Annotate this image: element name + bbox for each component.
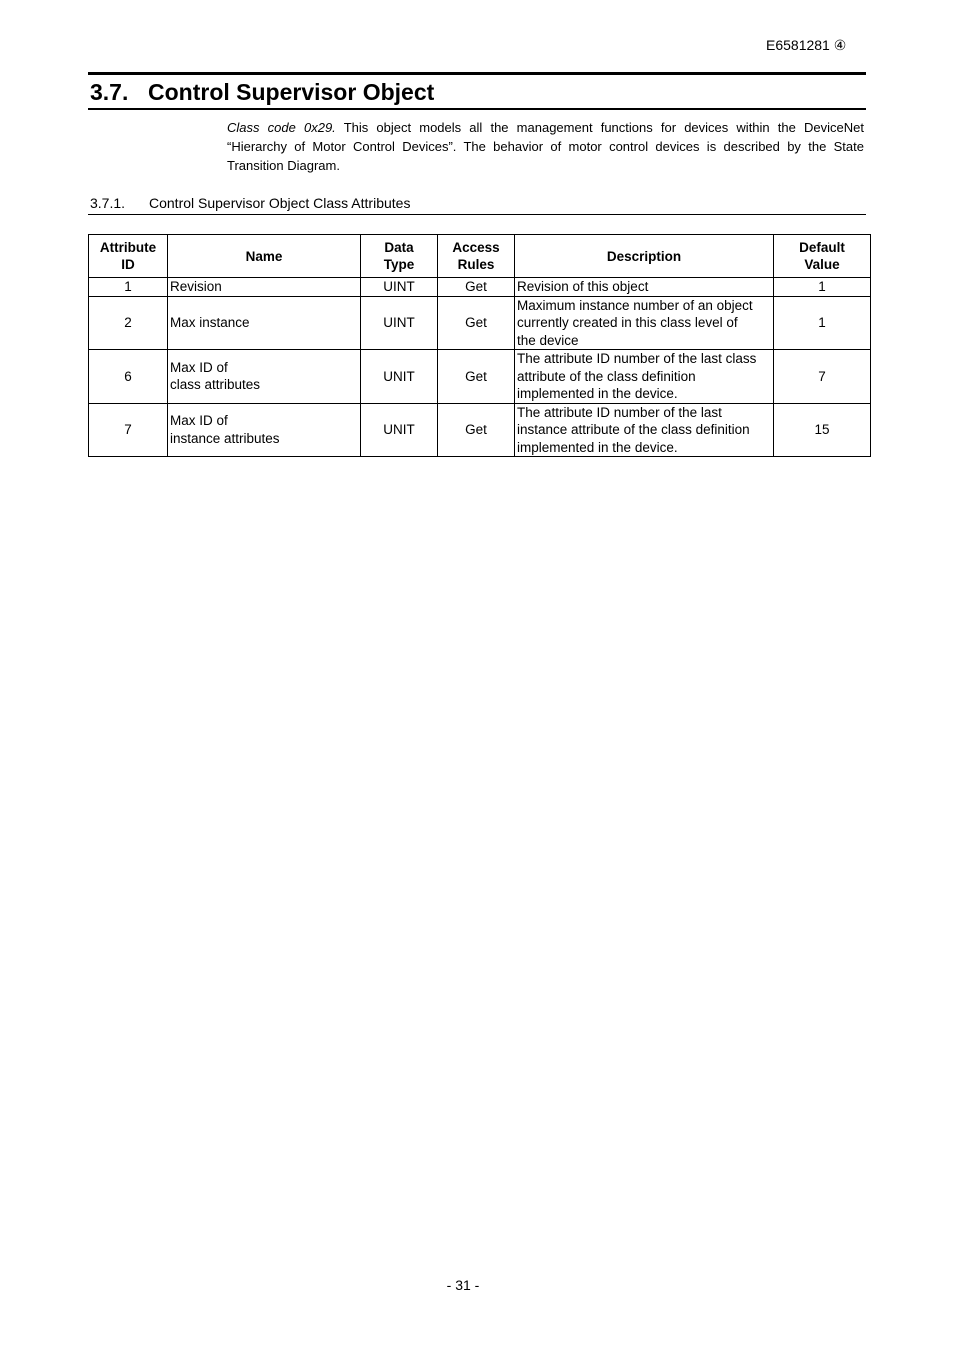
- cell-name: Revision: [168, 278, 361, 297]
- intro-paragraph: [227, 118, 864, 175]
- header-attribute-id: Attribute ID: [89, 235, 168, 278]
- header-data-type: Data Type: [361, 235, 438, 278]
- cell-access-rules: Get: [438, 403, 515, 457]
- class-code-label: Class code 0x29.: [227, 120, 336, 135]
- section-number: 3.7.: [90, 79, 129, 105]
- header-description: Description: [515, 235, 774, 278]
- document-id: E6581281 ④: [766, 37, 847, 53]
- cell-data-type: UNIT: [361, 350, 438, 404]
- cell-name: Max instance: [168, 296, 361, 350]
- table-row: [89, 350, 871, 404]
- header-default-value: Default Value: [774, 235, 871, 278]
- subsection-title-text: Control Supervisor Object Class Attributes: [149, 195, 411, 211]
- table-row: [89, 296, 871, 350]
- header-name: Name: [168, 235, 361, 278]
- cell-data-type: UINT: [361, 278, 438, 297]
- table-row: [89, 403, 871, 457]
- cell-default-value: 1: [774, 296, 871, 350]
- intro-text: This object models all the management functions for devices within the DeviceNet “Hierarchy of Motor Control Devices”. The behavior of motor control devices is described by the State Transition Diagram.: [227, 120, 864, 173]
- title-rule: [88, 108, 866, 110]
- page-number: - 31 -: [446, 1277, 480, 1293]
- cell-attribute-id: 7: [89, 403, 168, 457]
- cell-description: The attribute ID number of the last class attribute of the class definition implemented in the device.: [515, 350, 774, 404]
- header-access-rules: Access Rules: [438, 235, 515, 278]
- section-title: [90, 79, 434, 106]
- cell-description: The attribute ID number of the last instance attribute of the class definition implemented in the device.: [515, 403, 774, 457]
- cell-attribute-id: 1: [89, 278, 168, 297]
- cell-default-value: 7: [774, 350, 871, 404]
- class-attributes-table: [88, 234, 871, 457]
- section-title-text: Control Supervisor Object: [148, 79, 435, 105]
- cell-data-type: UNIT: [361, 403, 438, 457]
- cell-attribute-id: 2: [89, 296, 168, 350]
- cell-default-value: 15: [774, 403, 871, 457]
- subsection-title: [90, 195, 410, 211]
- cell-access-rules: Get: [438, 278, 515, 297]
- cell-access-rules: Get: [438, 296, 515, 350]
- top-rule: [88, 72, 866, 75]
- cell-access-rules: Get: [438, 350, 515, 404]
- cell-description: Maximum instance number of an object currently created in this class level of the device: [515, 296, 774, 350]
- cell-description: Revision of this object: [515, 278, 774, 297]
- cell-name: Max ID of class attributes: [168, 350, 361, 404]
- subsection-number: 3.7.1.: [90, 195, 126, 211]
- table-header-row: [89, 235, 871, 278]
- subsection-rule: [88, 214, 866, 215]
- cell-default-value: 1: [774, 278, 871, 297]
- table-row: [89, 278, 871, 297]
- cell-data-type: UINT: [361, 296, 438, 350]
- cell-attribute-id: 6: [89, 350, 168, 404]
- cell-name: Max ID of instance attributes: [168, 403, 361, 457]
